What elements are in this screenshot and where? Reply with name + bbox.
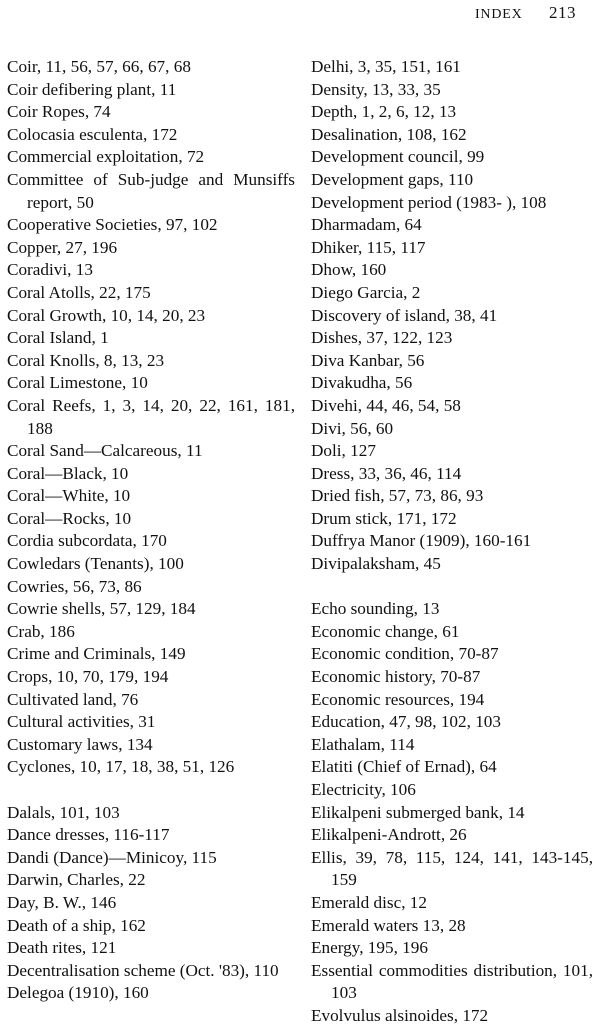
index-entry: Emerald waters 13, 28 xyxy=(311,915,466,935)
index-entry: Discovery of island, 38, 41 xyxy=(311,305,498,325)
index-entry: Colocasia esculenta, 172 xyxy=(7,124,178,144)
index-entry: Development gaps, 110 xyxy=(311,169,474,189)
index-entry: Elikalpeni submerged bank, 14 xyxy=(311,802,525,822)
index-entry: Day, B. W., 146 xyxy=(7,892,117,912)
index-entry: Cyclones, 10, 17, 18, 38, 51, 126 xyxy=(7,757,235,777)
index-entry: Death of a ship, 162 xyxy=(7,915,146,935)
index-column-left xyxy=(7,56,295,1005)
index-entry: Death rites, 121 xyxy=(7,938,117,958)
index-entry: Divehi, 44, 46, 54, 58 xyxy=(311,395,461,415)
index-column-right xyxy=(311,56,593,1028)
index-entry: Economic condition, 70-87 xyxy=(311,644,499,664)
index-entry: Coral Sand—Calcareous, 11 xyxy=(7,441,203,461)
index-entry: Electricity, 106 xyxy=(311,780,416,799)
page-number: 213 xyxy=(549,3,576,22)
index-entry: Coral Reefs, 1, 3, 14, 20, 22, 161, 181, 188 xyxy=(7,395,295,438)
index-entry: Cooperative Societies, 97, 102 xyxy=(7,215,218,235)
index-entry: Coral Limestone, 10 xyxy=(7,373,148,393)
index-entry: Echo sounding, 13 xyxy=(311,599,440,619)
running-head xyxy=(475,3,576,23)
index-entry: Doli, 127 xyxy=(311,441,376,461)
index-entry: Education, 47, 98, 102, 103 xyxy=(311,712,501,732)
index-entry: Coradivi, 13 xyxy=(7,260,93,280)
index-entry: Customary laws, 134 xyxy=(7,734,153,754)
section-title: INDEX xyxy=(474,7,523,22)
index-entry: Desalination, 108, 162 xyxy=(311,124,467,144)
index-entry: Coral Knolls, 8, 13, 23 xyxy=(7,350,165,370)
index-entry: Delegoa (1910), 160 xyxy=(7,983,149,1003)
index-entry: Cowledars (Tenants), 100 xyxy=(7,554,184,574)
index-entry: Divipalaksham, 45 xyxy=(311,554,441,574)
index-entry: Coir, 11, 56, 57, 66, 67, 68 xyxy=(7,57,191,76)
index-entry: Coral Atolls, 22, 175 xyxy=(7,282,151,302)
index-entry: Cultivated land, 76 xyxy=(7,689,139,709)
index-entry: Crime and Criminals, 149 xyxy=(7,644,186,664)
index-entry: Dried fish, 57, 73, 86, 93 xyxy=(311,486,484,506)
index-entry: Energy, 195, 196 xyxy=(311,938,428,958)
index-entry: Cowries, 56, 73, 86 xyxy=(7,576,142,596)
index-entry: Divi, 56, 60 xyxy=(311,418,394,438)
index-entry: Dress, 33, 36, 46, 114 xyxy=(311,463,462,483)
index-entry: Coir Ropes, 74 xyxy=(7,102,111,122)
index-entry: Dandi (Dance)—Minicoy, 115 xyxy=(7,847,217,867)
index-entry: Coral Growth, 10, 14, 20, 23 xyxy=(7,305,206,325)
index-entry: Development period (1983- ), 108 xyxy=(311,192,547,212)
index-entry: Ellis, 39, 78, 115, 124, 141, 143-145, 159 xyxy=(311,847,593,890)
index-entry: Cordia subcordata, 170 xyxy=(7,531,167,551)
index-entry: Development council, 99 xyxy=(311,147,485,167)
index-entry: Economic resources, 194 xyxy=(311,689,485,709)
index-entry: Essential commodities distribution, 101, 103 xyxy=(311,960,593,1003)
index-entry: Dance dresses, 116-117 xyxy=(7,825,170,845)
index-entry: Delhi, 3, 35, 151, 161 xyxy=(311,57,461,76)
index-entry: Density, 13, 33, 35 xyxy=(311,79,441,99)
index-entry: Decentralisation scheme (Oct. '83), 110 xyxy=(7,960,279,980)
index-entry: Divakudha, 56 xyxy=(311,373,413,393)
index-entry: Dharmadam, 64 xyxy=(311,215,422,235)
index-entry: Elathalam, 114 xyxy=(311,734,415,754)
index-entry: Evolvulus alsinoides, 172 xyxy=(311,1005,489,1025)
index-entry: Coir defibering plant, 11 xyxy=(7,79,177,99)
index-entry: Darwin, Charles, 22 xyxy=(7,870,146,890)
index-entry: Economic change, 61 xyxy=(311,621,460,641)
index-entry: Emerald disc, 12 xyxy=(311,892,427,912)
index-entry: Duffrya Manor (1909), 160-161 xyxy=(311,531,532,551)
index-entry: Drum stick, 171, 172 xyxy=(311,508,457,528)
index-entry: Coral—White, 10 xyxy=(7,486,131,506)
index-entry: Crab, 186 xyxy=(7,621,75,641)
index-entry: Dalals, 101, 103 xyxy=(7,802,120,822)
index-entry: Committee of Sub-judge and Munsiffs report, 50 xyxy=(7,169,295,212)
index-entry: Dhiker, 115, 117 xyxy=(311,237,426,257)
index-entry: Dhow, 160 xyxy=(311,260,387,280)
index-entry: Coral Island, 1 xyxy=(7,328,109,348)
index-entry: Copper, 27, 196 xyxy=(7,237,118,257)
index-entry: Diego Garcia, 2 xyxy=(311,282,421,302)
index-entry: Elikalpeni-Andrott, 26 xyxy=(311,825,467,845)
index-entry: Coral—Black, 10 xyxy=(7,463,129,483)
index-entry: Elatiti (Chief of Ernad), 64 xyxy=(311,757,497,777)
index-entry: Cultural activities, 31 xyxy=(7,712,156,732)
index-entry: Cowrie shells, 57, 129, 184 xyxy=(7,599,196,619)
index-entry: Coral—Rocks, 10 xyxy=(7,508,132,528)
index-entry: Depth, 1, 2, 6, 12, 13 xyxy=(311,102,457,122)
index-entry: Commercial exploitation, 72 xyxy=(7,147,205,167)
index-entry: Economic history, 70-87 xyxy=(311,667,481,687)
index-entry: Dishes, 37, 122, 123 xyxy=(311,328,453,348)
index-entry: Crops, 10, 70, 179, 194 xyxy=(7,667,169,687)
index-entry: Diva Kanbar, 56 xyxy=(311,350,425,370)
